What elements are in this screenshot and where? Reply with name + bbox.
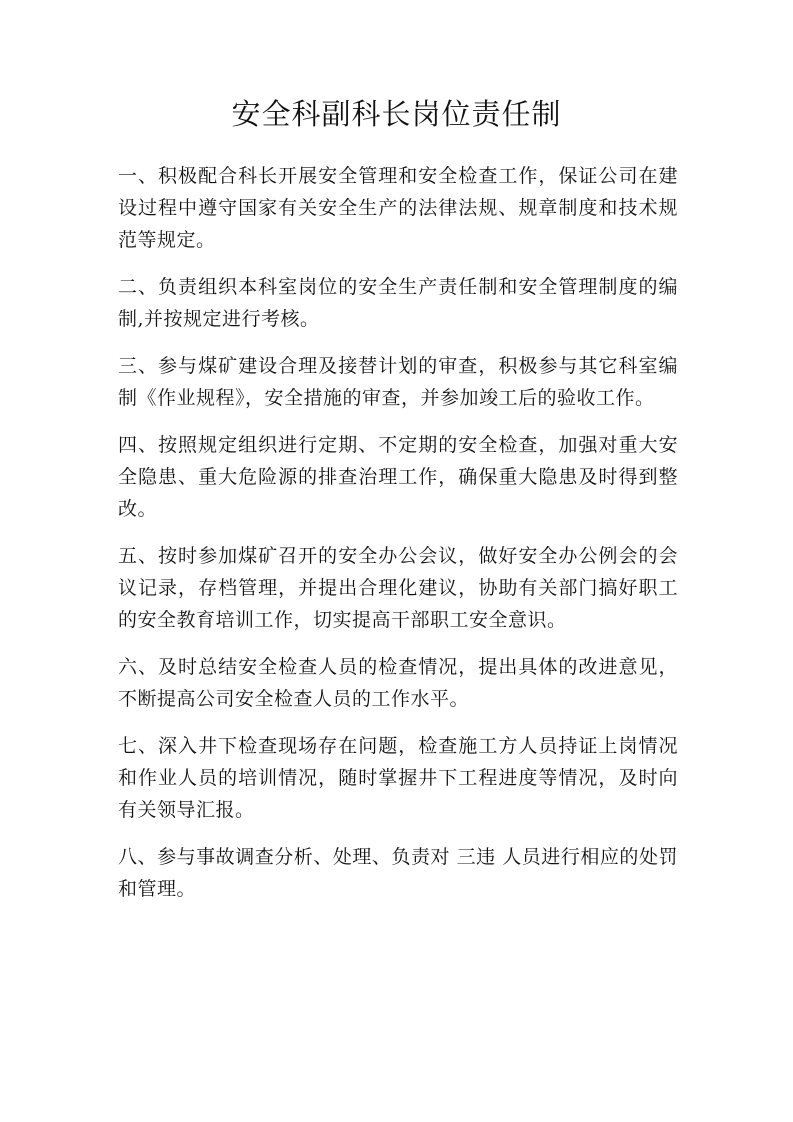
document-title: 安全科副科长岗位责任制 bbox=[231, 97, 562, 131]
paragraph-8: 八、参与事故调查分析、处理、负责对 三违 人员进行相应的处罚和管理。 bbox=[118, 846, 678, 900]
paragraph-5: 五、按时参加煤矿召开的安全办公会议，做好安全办公例会的会议记录，存档管理，并提出合理化建议，协助有关部门搞好职工的安全教育培训工作，切实提高干部职工安全意识。 bbox=[118, 545, 678, 631]
document-body bbox=[118, 160, 678, 920]
paragraph-2: 二、负责组织本科室岗位的安全生产责任制和安全管理制度的编制,并按规定进行考核。 bbox=[118, 276, 678, 330]
paragraph-4: 四、按照规定组织进行定期、不定期的安全检查，加强对重大安全隐患、重大危险源的排查治理工作，确保重大隐患及时得到整改。 bbox=[118, 434, 678, 520]
paragraph-3: 三、参与煤矿建设合理及接替计划的审查，积极参与其它科室编制《作业规程》，安全措施的审查，并参加竣工后的验收工作。 bbox=[118, 355, 678, 409]
paragraph-6: 六、及时总结安全检查人员的检查情况，提出具体的改进意见，不断提高公司安全检查人员的工作水平。 bbox=[118, 656, 678, 710]
paragraph-7: 七、深入井下检查现场存在问题，检查施工方人员持证上岗情况和作业人员的培训情况，随时掌握井下工程进度等情况，及时向有关领导汇报。 bbox=[118, 735, 678, 821]
paragraph-1: 一、积极配合科长开展安全管理和安全检查工作，保证公司在建设过程中遵守国家有关安全生产的法律法规、规章制度和技术规范等规定。 bbox=[118, 165, 678, 251]
